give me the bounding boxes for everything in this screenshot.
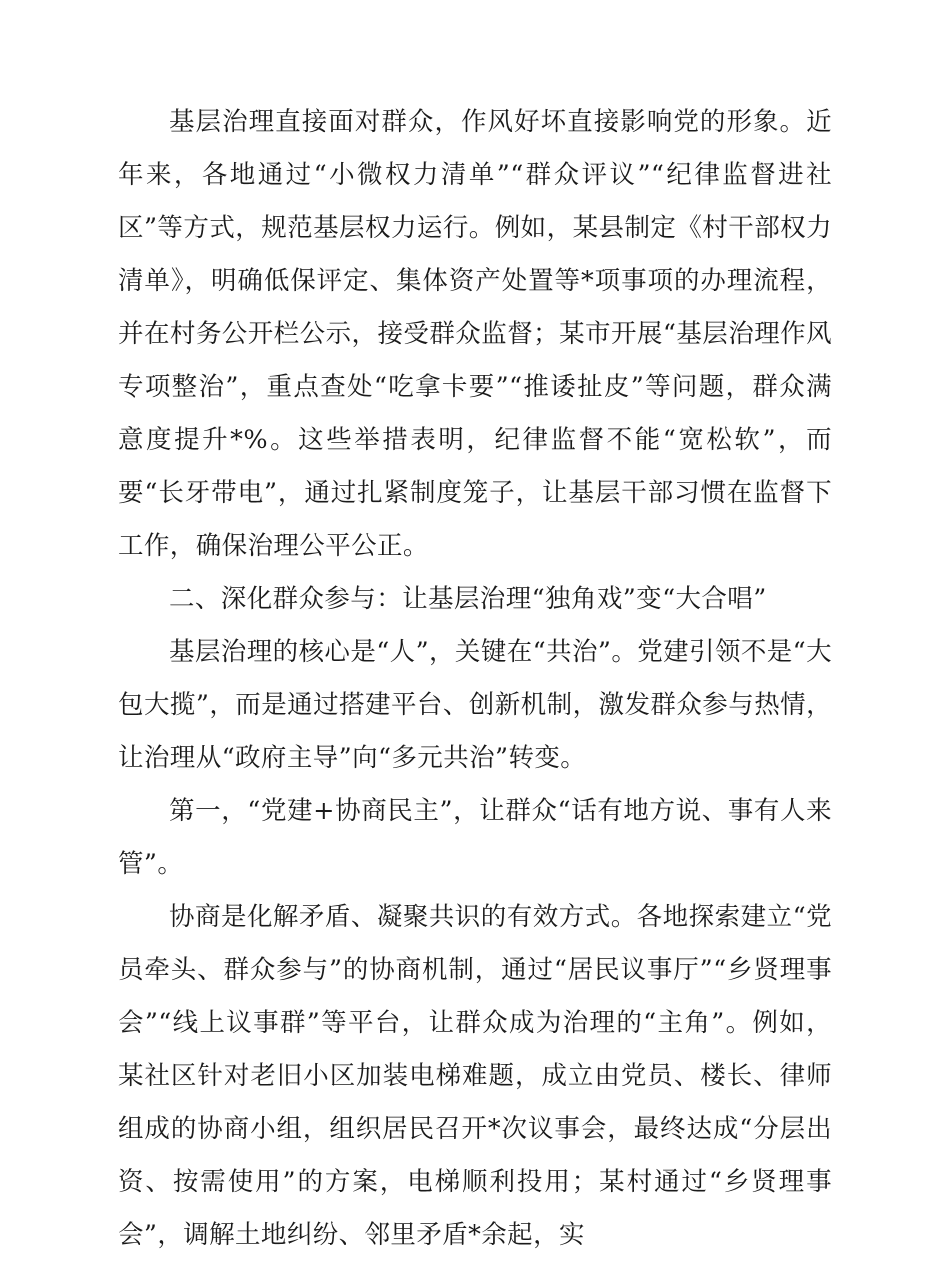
paragraph-2: 基层治理的核心是“人”，关键在“共治”。党建引领不是“大包大揽”，而是通过搭建平台、创新机制，激发群众参与热情，让治理从“政府主导”向“多元共治”转变。 xyxy=(118,637,832,773)
document-body xyxy=(118,96,832,1262)
paragraph-3: 第一，“党建+协商民主”，让群众“话有地方说、事有人来管”。 xyxy=(118,796,832,879)
paragraph-4: 协商是化解矛盾、凝聚共识的有效方式。各地探索建立“党员牵头、群众参与”的协商机制，通过“居民议事厅”“乡贤理事会”“线上议事群”等平台，让群众成为治理的“主角”。例如，某社区针对老旧小区加装电梯难题，成立由党员、楼长、律师组成的协商小组，组织居民召开*次议事会，最终达成“分层出资、按需使用”的方案，电梯顺利投用；某村通过“乡贤理事会”，调解土地纠纷、邻里矛盾*余起，实 xyxy=(118,902,832,1250)
paragraph-1: 基层治理直接面对群众，作风好坏直接影响党的形象。近年来，各地通过“小微权力清单”“群众评议”“纪律监督进社区”等方式，规范基层权力运行。例如，某县制定《村干部权力清单》，明确低保评定、集体资产处置等*项事项的办理流程，并在村务公开栏公示，接受群众监督；某市开展“基层治理作风专项整治”，重点查处“吃拿卡要”“推诿扯皮”等问题，群众满意度提升*%。这些举措表明，纪律监督不能“宽松软”，而要“长牙带电”，通过扎紧制度笼子，让基层干部习惯在监督下工作，确保治理公平公正。 xyxy=(118,107,832,561)
section-heading-2: 二、深化群众参与：让基层治理“独角戏”变“大合唱” xyxy=(169,584,767,614)
